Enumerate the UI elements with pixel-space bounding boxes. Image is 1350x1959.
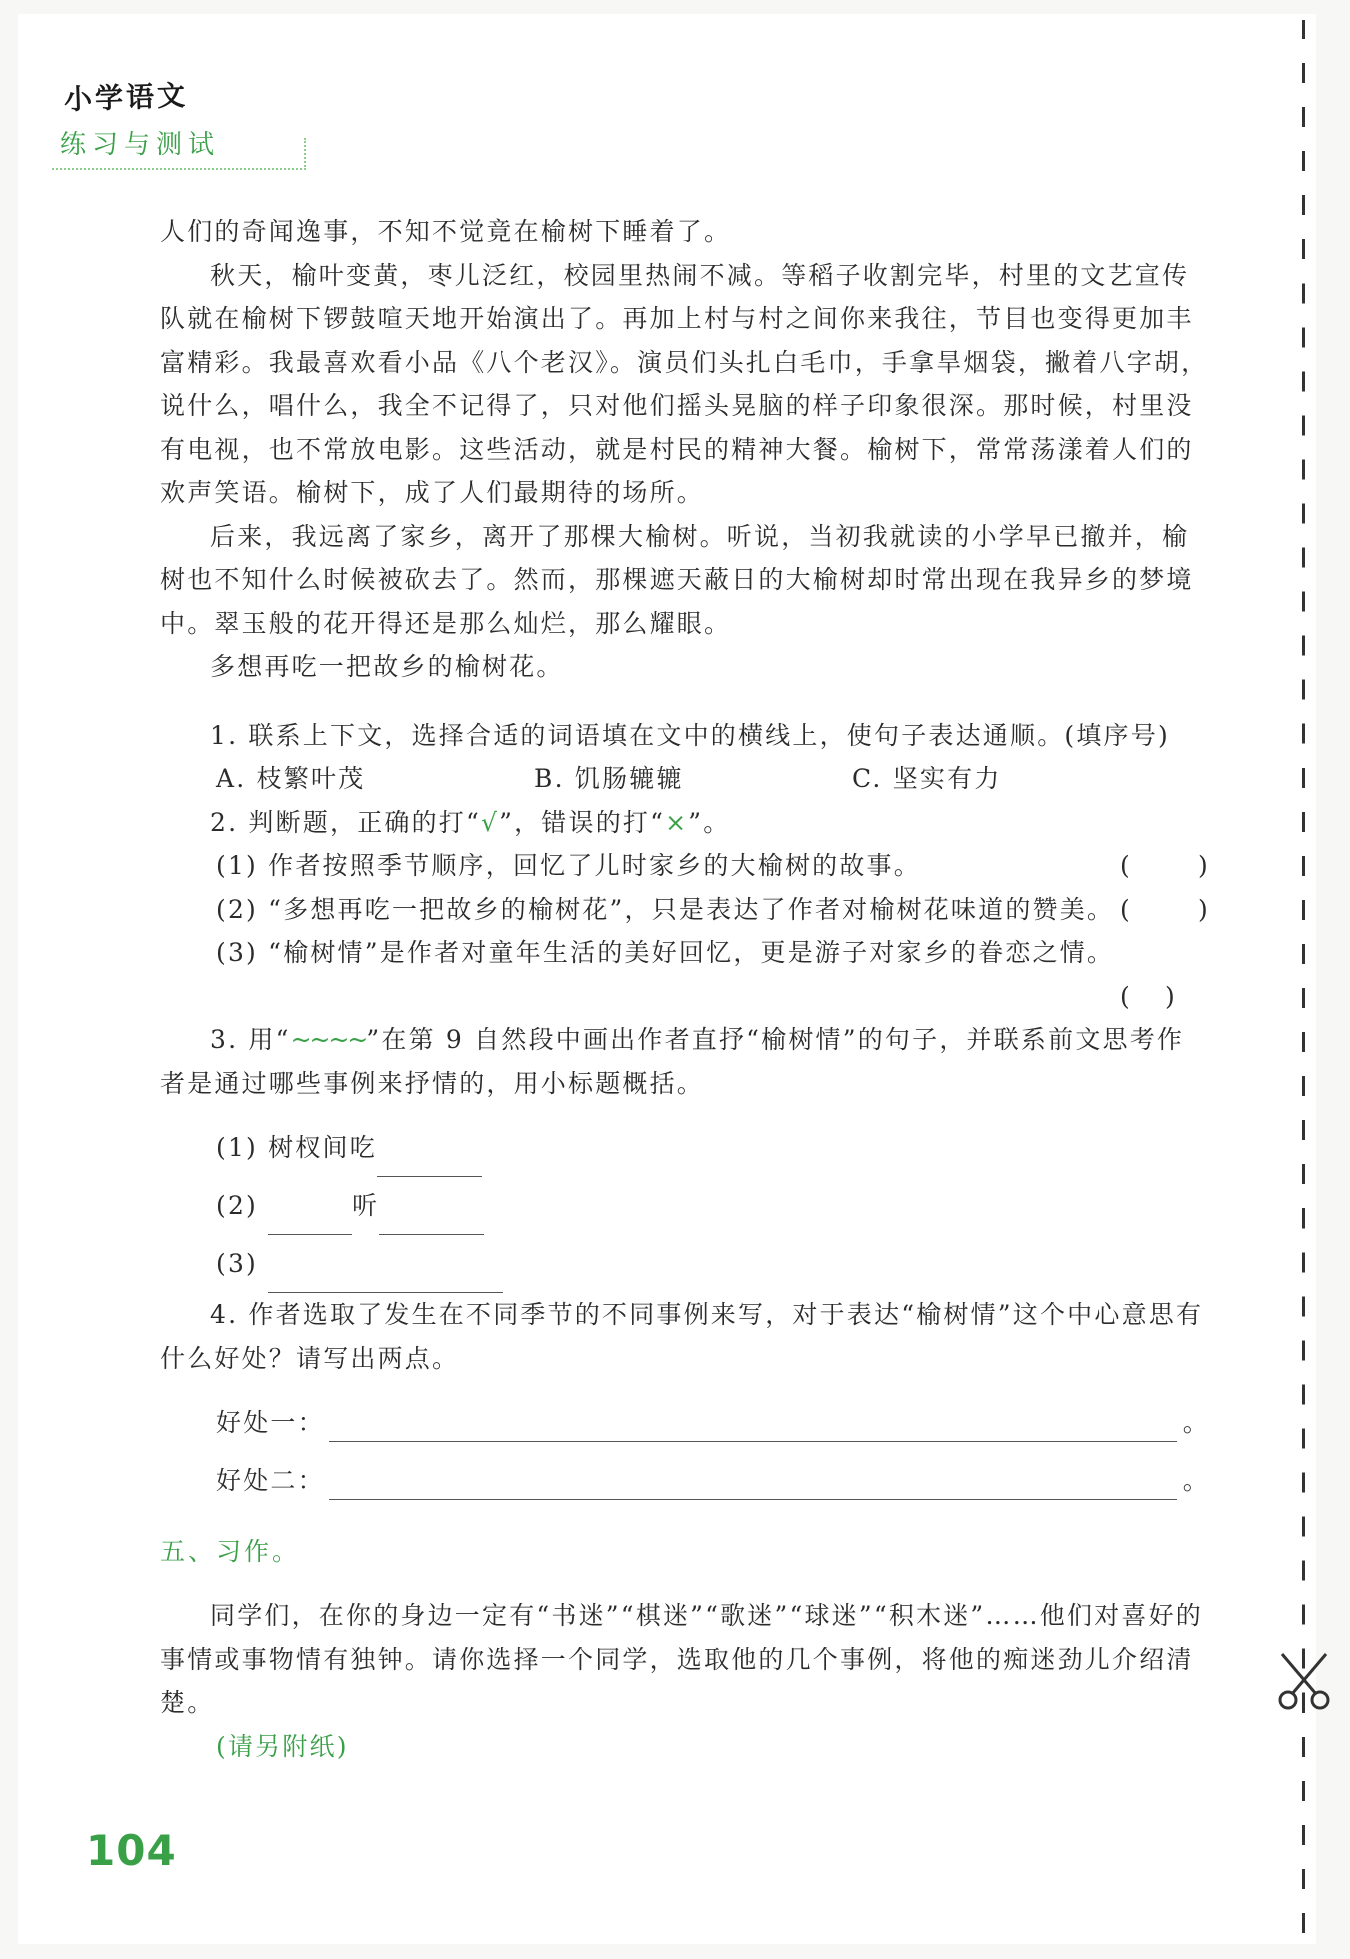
section-5-prompt: 同学们，在你的身边一定有“书迷”“棋迷”“歌迷”“球迷”“积木迷”……他们对喜好的事情或事物情有独钟。请你选择一个同学，选取他的几个事例，将他的痴迷劲儿介绍清楚。 bbox=[160, 1601, 1204, 1717]
subheading-label: (1) 树杈间吃 bbox=[216, 1133, 377, 1162]
judgement-text: (2) “多想再吃一把故乡的榆树花”，只是表达了作者对榆树花味道的赞美。 bbox=[216, 894, 1115, 924]
question-3-text: 3. 用“ bbox=[210, 1025, 291, 1054]
answer-blank[interactable] bbox=[379, 1200, 484, 1235]
answer-paren[interactable] bbox=[1120, 975, 1210, 1019]
passage-paragraph: 多想再吃一把故乡的榆树花。 bbox=[210, 652, 564, 681]
answer-blank[interactable] bbox=[268, 1258, 503, 1293]
judgement-item-3 bbox=[160, 931, 1210, 975]
benefit-label: 好处二： bbox=[216, 1466, 325, 1495]
answer-line[interactable] bbox=[329, 1463, 1177, 1500]
section-5-note: (请另附纸) bbox=[216, 1731, 349, 1761]
question-1: 1. 联系上下文，选择合适的词语填在文中的横线上，使句子表达通顺。(填序号) bbox=[210, 720, 1170, 750]
judgement-text: (3) “榆树情”是作者对童年生活的美好回忆，更是游子对家乡的眷恋之情。 bbox=[216, 938, 1115, 967]
passage-paragraph: 后来，我远离了家乡，离开了那棵大榆树。听说，当初我就读的小学早已撤并，榆树也不知什么时候被砍去了。然而，那棵遮天蔽日的大榆树却时常出现在我异乡的梦境中。翠玉般的花开得还是那么灿烂，那么耀眼。 bbox=[160, 521, 1194, 638]
question-1-options bbox=[160, 757, 1210, 801]
question-3 bbox=[160, 1018, 1210, 1105]
judgement-item-3-answer bbox=[160, 975, 1210, 1019]
option-c: C. 坚实有力 bbox=[852, 764, 1002, 793]
option-a: A. 枝繁叶茂 bbox=[216, 764, 366, 793]
subheading-2 bbox=[160, 1177, 1210, 1235]
answer-line[interactable] bbox=[329, 1405, 1177, 1442]
subheading-label: (2) bbox=[216, 1191, 259, 1220]
question-2-text: ”，错误的打“ bbox=[499, 807, 666, 837]
page-content bbox=[160, 210, 1210, 1768]
book-subtitle: 练习与测试 bbox=[60, 130, 221, 160]
question-2-text: 2. 判断题，正确的打“ bbox=[210, 807, 481, 837]
judgement-text: (1) 作者按照季节顺序，回忆了儿时家乡的大榆树的故事。 bbox=[216, 851, 921, 880]
question-2-text: ”。 bbox=[688, 807, 731, 837]
answer-blank[interactable] bbox=[268, 1200, 352, 1235]
cross-mark-icon: × bbox=[665, 807, 689, 837]
judgement-item-1 bbox=[160, 844, 1210, 888]
answer-paren[interactable] bbox=[1120, 888, 1210, 932]
scissors-icon bbox=[1276, 1650, 1332, 1716]
page-number: 104 bbox=[86, 1826, 177, 1875]
benefit-label: 好处一： bbox=[216, 1408, 325, 1437]
check-mark-icon: √ bbox=[480, 807, 500, 837]
paren-close: ) bbox=[1198, 894, 1210, 924]
benefit-1 bbox=[160, 1394, 1210, 1452]
answer-blank[interactable] bbox=[377, 1142, 482, 1177]
end-mark: 。 bbox=[1182, 1408, 1210, 1437]
paren-close: ) bbox=[1165, 981, 1177, 1011]
section-5-title: 五、习作。 bbox=[160, 1537, 301, 1566]
answer-paren[interactable] bbox=[1120, 844, 1210, 888]
book-title: 小学语文 bbox=[63, 78, 189, 117]
paren-open: ( bbox=[1120, 894, 1132, 924]
subheading-label: (3) bbox=[216, 1249, 259, 1278]
header-dotted-frame bbox=[52, 138, 306, 170]
paren-close: ) bbox=[1198, 851, 1210, 880]
subheading-1 bbox=[160, 1119, 1210, 1177]
paren-open: ( bbox=[1120, 851, 1132, 880]
question-4: 4. 作者选取了发生在不同季节的不同事例来写，对于表达“榆树情”这个中心意思有什么好处？请写出两点。 bbox=[160, 1300, 1204, 1373]
subheading-label: 听 bbox=[352, 1191, 380, 1220]
end-mark: 。 bbox=[1182, 1466, 1210, 1495]
passage-paragraph: 人们的奇闻逸事，不知不觉竟在榆树下睡着了。 bbox=[160, 217, 732, 246]
benefit-2 bbox=[160, 1452, 1210, 1510]
option-b: B. 饥肠辘辘 bbox=[534, 764, 684, 793]
paren-open: ( bbox=[1120, 981, 1132, 1011]
question-3-text: ”在第 9 自然段中画出作者直抒“榆树情”的句子，并联系前文思考作者是通过哪些事例来抒情的，用小标题概括。 bbox=[160, 1025, 1185, 1098]
wavy-line-icon: ~~~~ bbox=[290, 1025, 367, 1054]
passage-paragraph: 秋天，榆叶变黄，枣儿泛红，校园里热闹不减。等稻子收割完毕，村里的文艺宣传队就在榆树下锣鼓喧天地开始演出了。再加上村与村之间你来我往，节目也变得更加丰富精彩。我最喜欢看小品《八个老汉》。演员们头扎白毛巾，手拿旱烟袋，撇着八字胡，说什么，唱什么，我全不记得了，只对他们摇头晃脑的样子印象很深。那时候，村里没有电视，也不常放电影。这些活动，就是村民的精神大餐。榆树下，常常荡漾着人们的欢声笑语。榆树下，成了人们最期待的场所。 bbox=[160, 260, 1209, 507]
judgement-item-2 bbox=[160, 888, 1210, 932]
subheading-3 bbox=[160, 1235, 1210, 1293]
question-2 bbox=[160, 801, 1210, 845]
